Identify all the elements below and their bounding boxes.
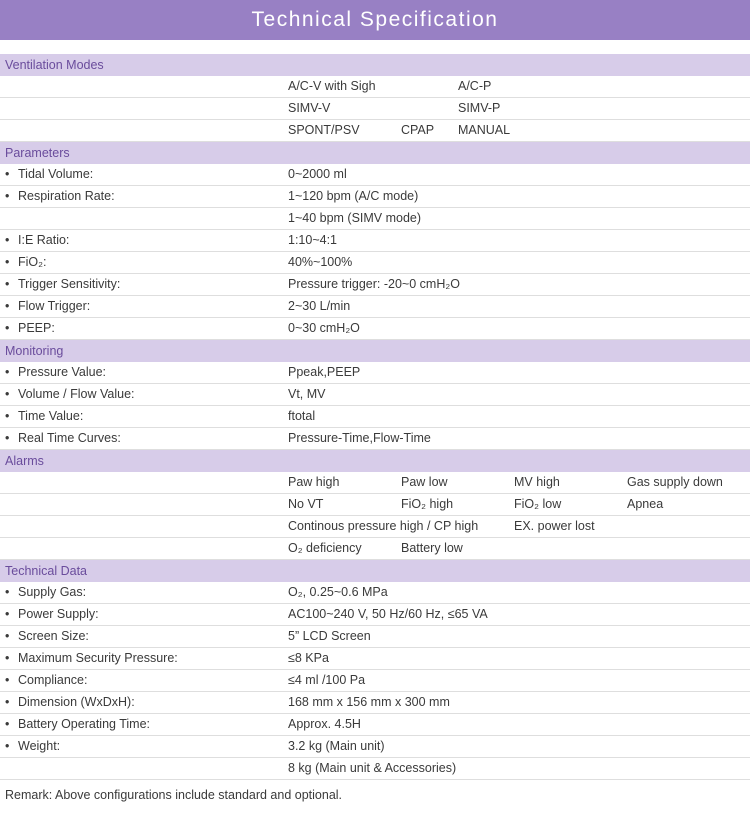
table-row: [0, 692, 750, 714]
row-label: • Flow Trigger:: [5, 299, 91, 313]
alarm-item: Continous pressure high / CP high: [288, 519, 479, 533]
section-header-technical-data: Technical Data: [0, 560, 750, 582]
alarm-item: Paw low: [401, 475, 448, 489]
table-row: [0, 736, 750, 758]
table-row: [0, 362, 750, 384]
row-label: • Real Time Curves:: [5, 431, 121, 445]
table-row: [0, 230, 750, 252]
table-row: [0, 516, 750, 538]
row-label: • Power Supply:: [5, 607, 99, 621]
row-label: • Weight:: [5, 739, 61, 753]
row-value: AC100~240 V, 50 Hz/60 Hz, ≤65 VA: [288, 607, 488, 621]
row-label: • Battery Operating Time:: [5, 717, 151, 731]
row-value: Pressure trigger: -20~0 cmH₂O: [288, 277, 460, 291]
mode-value: CPAP: [401, 123, 435, 137]
table-row: [0, 186, 750, 208]
row-label: • Screen Size:: [5, 629, 89, 643]
alarm-item: FiO₂ low: [514, 497, 562, 511]
row-value: Ppeak,PEEP: [288, 365, 361, 379]
alarm-item: Apnea: [627, 497, 664, 511]
mode-value: SIMV-V: [288, 101, 331, 115]
table-row: [0, 208, 750, 230]
table-row: [0, 296, 750, 318]
table-row: [0, 318, 750, 340]
table-row: [0, 274, 750, 296]
table-row: [0, 252, 750, 274]
table-row: [0, 582, 750, 604]
table-row: [0, 384, 750, 406]
table-row: [0, 604, 750, 626]
row-value: ftotal: [288, 409, 316, 423]
table-row: [0, 648, 750, 670]
row-value: Vt, MV: [288, 387, 326, 401]
row-label: • FiO₂:: [5, 255, 47, 269]
table-row: [0, 670, 750, 692]
table-row: [0, 714, 750, 736]
alarm-item: Paw high: [288, 475, 340, 489]
row-label: • Pressure Value:: [5, 365, 107, 379]
page-title: Technical Specification: [0, 0, 750, 40]
alarm-item: O₂ deficiency: [288, 541, 362, 555]
row-value: 0~30 cmH₂O: [288, 321, 360, 335]
mode-value: A/C-V with Sigh: [288, 79, 376, 93]
row-label: • Time Value:: [5, 409, 84, 423]
alarm-item: Battery low: [401, 541, 463, 555]
table-row: [0, 626, 750, 648]
mode-value: A/C-P: [458, 79, 492, 93]
table-row: [0, 428, 750, 450]
row-label: • Supply Gas:: [5, 585, 87, 599]
row-value: 8 kg (Main unit & Accessories): [288, 761, 457, 775]
alarm-item: Gas supply down: [627, 475, 723, 489]
row-label: • Respiration Rate:: [5, 189, 115, 203]
table-row: [0, 472, 750, 494]
row-value: Approx. 4.5H: [288, 717, 361, 731]
row-value: 1~40 bpm (SIMV mode): [288, 211, 422, 225]
row-label: • Volume / Flow Value:: [5, 387, 135, 401]
table-row: [0, 494, 750, 516]
row-value: ≤8 KPa: [288, 651, 329, 665]
table-row: [0, 538, 750, 560]
row-label: • Maximum Security Pressure:: [5, 651, 178, 665]
row-value: 168 mm x 156 mm x 300 mm: [288, 695, 450, 709]
mode-value: MANUAL: [458, 123, 511, 137]
alarm-item: MV high: [514, 475, 560, 489]
row-value: 0~2000 ml: [288, 167, 347, 181]
row-value: 1:10~4:1: [288, 233, 338, 247]
remark-note: Remark: Above configurations include standard and optional.: [5, 788, 343, 802]
row-label: • Dimension (WxDxH):: [5, 695, 135, 709]
row-value: ≤4 ml /100 Pa: [288, 673, 366, 687]
table-row: [0, 758, 750, 780]
section-header-alarms: Alarms: [0, 450, 750, 472]
mode-value: SPONT/PSV: [288, 123, 360, 137]
row-value: O₂, 0.25~0.6 MPa: [288, 585, 388, 599]
row-label: • Compliance:: [5, 673, 88, 687]
alarm-item: No VT: [288, 497, 324, 511]
row-label: • I:E Ratio:: [5, 233, 70, 247]
section-header-parameters: Parameters: [0, 142, 750, 164]
row-value: 2~30 L/min: [288, 299, 351, 313]
row-value: 1~120 bpm (A/C mode): [288, 189, 419, 203]
table-row: [0, 76, 750, 98]
row-value: 5” LCD Screen: [288, 629, 371, 643]
row-value: 3.2 kg (Main unit): [288, 739, 385, 753]
alarm-item: FiO₂ high: [401, 497, 454, 511]
row-label: • PEEP:: [5, 321, 55, 335]
alarm-item: EX. power lost: [514, 519, 595, 533]
table-row: [0, 406, 750, 428]
table-row: [0, 164, 750, 186]
table-row: [0, 98, 750, 120]
row-label: • Trigger Sensitivity:: [5, 277, 121, 291]
section-header-monitoring: Monitoring: [0, 340, 750, 362]
row-value: 40%~100%: [288, 255, 353, 269]
section-header-ventilation-modes: Ventilation Modes: [0, 54, 750, 76]
row-value: Pressure-Time,Flow-Time: [288, 431, 431, 445]
table-row: [0, 120, 750, 142]
spec-table: [0, 54, 750, 780]
mode-value: SIMV-P: [458, 101, 501, 115]
row-label: • Tidal Volume:: [5, 167, 94, 181]
